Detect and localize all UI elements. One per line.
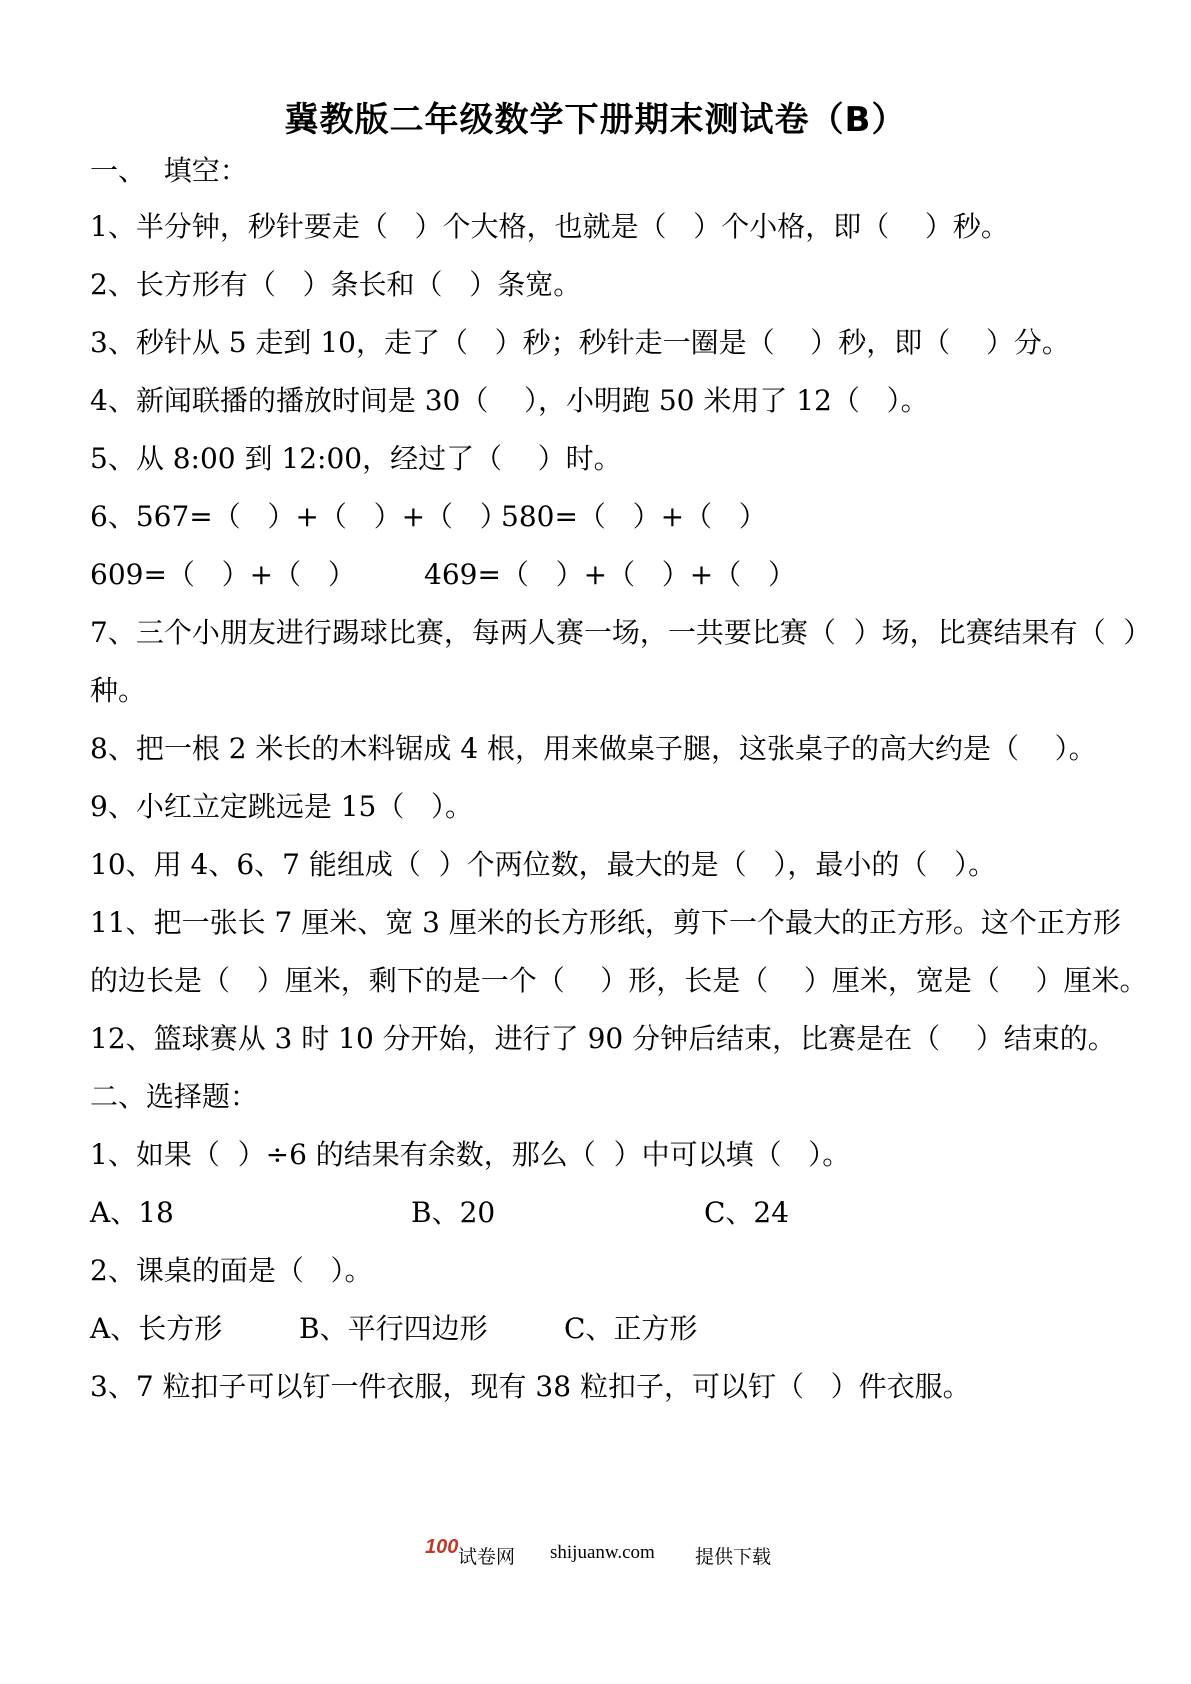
choice-1-option-c: C、24 (704, 1196, 790, 1229)
fill-question-2: 2、长方形有（ ）条长和（ ）条宽。 (90, 268, 582, 301)
choice-question-3: 3、7 粒扣子可以钉一件衣服，现有 38 粒扣子，可以钉（ ）件衣服。 (90, 1370, 971, 1403)
choice-2-option-a: A、长方形 (90, 1312, 223, 1345)
fill-question-7b: 种。 (90, 674, 147, 707)
choice-2-option-b: B、平行四边形 (299, 1312, 488, 1345)
fill-question-9: 9、小红立定跳远是 15（ ）。 (90, 790, 474, 823)
fill-question-6a: 6、567=（ ）+（ ）+（ ） (90, 500, 508, 533)
fill-question-8: 8、把一根 2 米长的木料锯成 4 根，用来做桌子腿，这张桌子的高大约是（ ）。 (90, 732, 1097, 765)
fill-question-10: 10、用 4、6、7 能组成（ ）个两位数，最大的是（ ），最小的（ ）。 (90, 848, 997, 881)
choice-1-option-a: A、18 (90, 1196, 174, 1229)
choice-1-option-b: B、20 (411, 1196, 496, 1229)
footer-site-link[interactable]: shijuanw.com (550, 1542, 655, 1563)
section1-heading: 一、 填空： (90, 154, 248, 187)
choice-question-2: 2、课桌的面是（ ）。 (90, 1254, 373, 1287)
fill-question-6c: 609=（ ）+（ ） (90, 558, 356, 591)
footer-brand: 试卷网 (458, 1547, 516, 1568)
choice-2-option-c: C、正方形 (564, 1312, 698, 1345)
fill-question-5: 5、从 8:00 到 12:00，经过了（ ）时。 (90, 442, 622, 475)
fill-question-1: 1、半分钟，秒针要走（ ）个大格，也就是（ ）个小格，即（ ）秒。 (90, 210, 1009, 243)
site-logo: 100 (425, 1536, 459, 1558)
fill-question-7a: 7、三个小朋友进行踢球比赛，每两人赛一场，一共要比赛（ ）场，比赛结果有（ ） (90, 616, 1152, 649)
fill-question-3: 3、秒针从 5 走到 10，走了（ ）秒；秒针走一圈是（ ）秒，即（ ）分。 (90, 326, 1070, 359)
footer (0, 1536, 1191, 1652)
fill-question-6d: 469=（ ）+（ ）+（ ） (424, 558, 796, 591)
fill-question-6b: 580=（ ）+（ ） (501, 500, 767, 533)
fill-question-11a: 11、把一张长 7 厘米、宽 3 厘米的长方形纸，剪下一个最大的正方形。这个正方形 (90, 906, 1121, 939)
fill-question-4: 4、新闻联播的播放时间是 30（ ），小明跑 50 米用了 12（ ）。 (90, 384, 929, 417)
fill-question-11b: 的边长是（ ）厘米，剩下的是一个（ ）形，长是（ ）厘米，宽是（ ）厘米。 (90, 964, 1148, 997)
fill-question-12: 12、篮球赛从 3 时 10 分开始，进行了 90 分钟后结束，比赛是在（ ）结束的。 (90, 1022, 1116, 1055)
choice-question-1: 1、如果（ ）÷6 的结果有余数，那么（ ）中可以填（ ）。 (90, 1138, 851, 1171)
footer-download-text: 提供下载 (695, 1547, 772, 1568)
section2-heading: 二、选择题： (90, 1080, 259, 1113)
page-title: 冀教版二年级数学下册期末测试卷（B） (284, 100, 907, 140)
